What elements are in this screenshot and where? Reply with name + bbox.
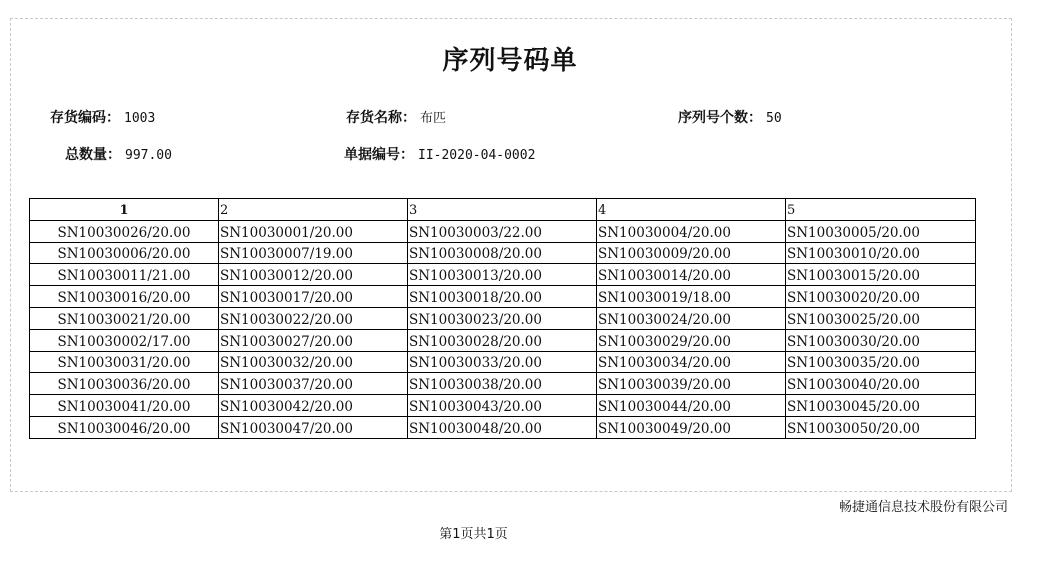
serial-cell: SN10030044/20.00 <box>597 395 786 417</box>
table-row <box>30 395 976 417</box>
serial-cell: SN10030030/20.00 <box>786 329 976 351</box>
serial-cell: SN10030034/20.00 <box>597 351 786 373</box>
serial-cell: SN10030022/20.00 <box>219 307 408 329</box>
serial-cell: SN10030006/20.00 <box>30 242 219 264</box>
serial-cell: SN10030028/20.00 <box>408 329 597 351</box>
serial-cell: SN10030027/20.00 <box>219 329 408 351</box>
serial-cell: SN10030010/20.00 <box>786 242 976 264</box>
serial-cell: SN10030018/20.00 <box>408 286 597 308</box>
serial-cell: SN10030026/20.00 <box>30 220 219 242</box>
serial-cell: SN10030033/20.00 <box>408 351 597 373</box>
serial-cell: SN10030015/20.00 <box>786 264 976 286</box>
serial-cell: SN10030035/20.00 <box>786 351 976 373</box>
serial-cell: SN10030020/20.00 <box>786 286 976 308</box>
column-header: 2 <box>219 199 408 221</box>
column-header: 5 <box>786 199 976 221</box>
table-row <box>30 264 976 286</box>
doc-no-value: II-2020-04-0002 <box>418 148 536 163</box>
serial-cell: SN10030003/22.00 <box>408 220 597 242</box>
serial-cell: SN10030031/20.00 <box>30 351 219 373</box>
table-row <box>30 307 976 329</box>
total-qty-value: 997.00 <box>125 148 172 163</box>
serial-number-table <box>29 198 976 439</box>
table-row <box>30 329 976 351</box>
doc-no-field <box>344 144 535 164</box>
serial-cell: SN10030023/20.00 <box>408 307 597 329</box>
table-row <box>30 373 976 395</box>
table-row <box>30 220 976 242</box>
serial-cell: SN10030041/20.00 <box>30 395 219 417</box>
document-title: 序列号码单 <box>442 46 578 76</box>
serial-cell: SN10030011/21.00 <box>30 264 219 286</box>
table-header-row <box>30 199 976 221</box>
page-indicator: 第1页共1页 <box>439 527 508 542</box>
serial-cell: SN10030025/20.00 <box>786 307 976 329</box>
serial-cell: SN10030050/20.00 <box>786 416 976 438</box>
total-qty-label: 总数量： <box>65 147 121 163</box>
inventory-code-value: 1003 <box>124 111 156 126</box>
serial-cell: SN10030049/20.00 <box>597 416 786 438</box>
inventory-code-field <box>50 107 155 127</box>
serial-cell: SN10030007/19.00 <box>219 242 408 264</box>
serial-cell: SN10030045/20.00 <box>786 395 976 417</box>
serial-cell: SN10030002/17.00 <box>30 329 219 351</box>
serial-cell: SN10030009/20.00 <box>597 242 786 264</box>
inventory-code-label: 存货编码： <box>50 110 120 126</box>
serial-count-label: 序列号个数： <box>678 110 762 126</box>
serial-cell: SN10030043/20.00 <box>408 395 597 417</box>
serial-count-value: 50 <box>766 111 782 126</box>
serial-cell: SN10030037/20.00 <box>219 373 408 395</box>
serial-count-field <box>678 107 782 127</box>
serial-cell: SN10030004/20.00 <box>597 220 786 242</box>
doc-no-label: 单据编号： <box>344 147 414 163</box>
serial-cell: SN10030029/20.00 <box>597 329 786 351</box>
serial-cell: SN10030039/20.00 <box>597 373 786 395</box>
column-header: 1 <box>30 199 219 221</box>
inventory-name-field <box>346 107 446 127</box>
serial-cell: SN10030036/20.00 <box>30 373 219 395</box>
serial-cell: SN10030014/20.00 <box>597 264 786 286</box>
serial-cell: SN10030001/20.00 <box>219 220 408 242</box>
serial-cell: SN10030012/20.00 <box>219 264 408 286</box>
serial-cell: SN10030005/20.00 <box>786 220 976 242</box>
company-name: 畅捷通信息技术股份有限公司 <box>838 500 1008 515</box>
serial-cell: SN10030021/20.00 <box>30 307 219 329</box>
inventory-name-value: 布匹 <box>420 111 447 126</box>
table-row <box>30 286 976 308</box>
serial-cell: SN10030016/20.00 <box>30 286 219 308</box>
serial-cell: SN10030038/20.00 <box>408 373 597 395</box>
serial-cell: SN10030046/20.00 <box>30 416 219 438</box>
serial-cell: SN10030017/20.00 <box>219 286 408 308</box>
column-header: 3 <box>408 199 597 221</box>
serial-cell: SN10030032/20.00 <box>219 351 408 373</box>
table-row <box>30 351 976 373</box>
table-row <box>30 416 976 438</box>
serial-cell: SN10030013/20.00 <box>408 264 597 286</box>
serial-cell: SN10030048/20.00 <box>408 416 597 438</box>
serial-cell: SN10030047/20.00 <box>219 416 408 438</box>
serial-cell: SN10030019/18.00 <box>597 286 786 308</box>
serial-cell: SN10030040/20.00 <box>786 373 976 395</box>
column-header: 4 <box>597 199 786 221</box>
serial-cell: SN10030008/20.00 <box>408 242 597 264</box>
inventory-name-label: 存货名称： <box>346 110 416 126</box>
serial-cell: SN10030024/20.00 <box>597 307 786 329</box>
table-row <box>30 242 976 264</box>
total-qty-field <box>65 144 172 164</box>
serial-cell: SN10030042/20.00 <box>219 395 408 417</box>
